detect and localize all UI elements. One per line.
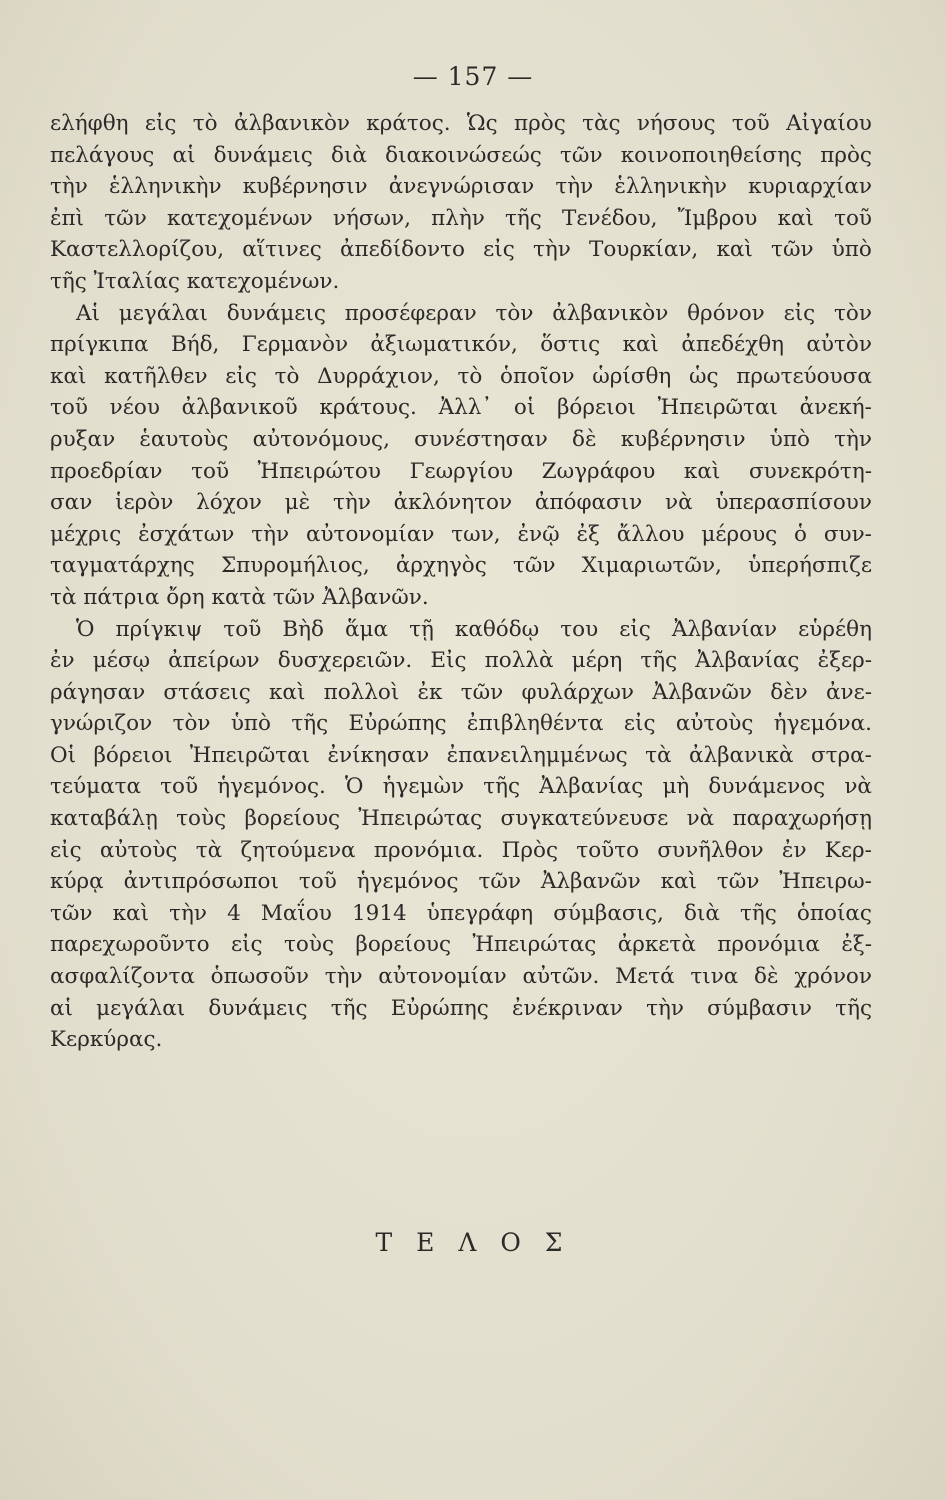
text-line: Ὁ πρίγκιψ τοῦ Βὴδ ἅμα τῇ καθόδῳ του εἰς Ἀλβανίαν εὑρέθη	[76, 616, 872, 642]
text-line: πρίγκιπα Βήδ, Γερμανὸν ἀξιωματικόν, ὅστις καὶ ἀπεδέχθη αὐτὸν	[50, 332, 872, 358]
text-line: ταγματάρχης Σπυρομήλιος, ἀρχηγὸς τῶν Χιμαριωτῶν, ὑπερήσπιζε	[50, 553, 872, 579]
text-line: τοῦ νέου ἀλβανικοῦ κράτους. Ἀλλ᾽ οἱ βόρειοι Ἠπειρῶται ἀνεκή-	[50, 395, 872, 421]
text-line: τὴν ἑλληνικὴν κυβέρνησιν ἀνεγνώρισαν τὴν ἑλληνικὴν κυριαρχίαν	[50, 174, 872, 200]
text-line: ελήφθη εἰς τὸ ἀλβανικὸν κράτος. Ὡς πρὸς τὰς νήσους τοῦ Αἰγαίου	[50, 111, 872, 136]
text-line: Καστελλορίζου, αἵτινες ἀπεδίδοντο εἰς τὴν Τουρκίαν, καὶ τῶν ὑπὸ	[50, 237, 872, 263]
text-line: Αἱ μεγάλαι δυνάμεις προσέφεραν τὸν ἀλβανικὸν θρόνον εἰς τὸν	[76, 300, 872, 326]
text-line: ἐν μέσῳ ἀπείρων δυσχερειῶν. Εἰς πολλὰ μέρη τῆς Ἀλβανίας ἐξερ-	[50, 648, 872, 674]
text-line: καὶ κατῆλθεν εἰς τὸ Δυρράχιον, τὸ ὁποῖον ὡρίσθη ὡς πρωτεύουσα	[50, 363, 872, 389]
body-text	[50, 108, 872, 1056]
text-line: γνώριζον τὸν ὑπὸ τῆς Εὐρώπης ἐπιβληθέντα εἰς αὐτοὺς ἡγεμόνα.	[50, 711, 872, 737]
ending-word: Τ Ε Λ Ο Σ	[375, 1228, 571, 1257]
text-line: ράγησαν στάσεις καὶ πολλοὶ ἐκ τῶν φυλάρχων Ἀλβανῶν δὲν ἀνε-	[50, 679, 872, 705]
text-line: ρυξαν ἑαυτοὺς αὐτονόμους, συνέστησαν δὲ κυβέρνησιν ὑπὸ τὴν	[50, 426, 872, 452]
text-line: καταβάλῃ τοὺς βορείους Ἠπειρώτας συγκατεύνευσε νὰ παραχωρήσῃ	[50, 806, 872, 832]
page-number: — 157 —	[412, 62, 534, 91]
text-line: πελάγους αἱ δυνάμεις διὰ διακοινώσεώς τῶν κοινοποιηθείσης πρὸς	[50, 142, 872, 168]
text-line: κύρᾳ ἀντιπρόσωποι τοῦ ἡγεμόνος τῶν Ἀλβανῶν καὶ τῶν Ἠπειρω-	[50, 869, 872, 895]
text-line: προεδρίαν τοῦ Ἠπειρώτου Γεωργίου Ζωγράφου καὶ συνεκρότη-	[50, 458, 872, 484]
text-line: παρεχωροῦντο εἰς τοὺς βορείους Ἠπειρώτας ἀρκετὰ προνόμια ἐξ-	[50, 932, 872, 958]
text-line: ἐπὶ τῶν κατεχομένων νήσων, πλὴν τῆς Τενέδου, Ἴμβρου καὶ τοῦ	[50, 205, 872, 231]
text-line: Κερκύρας.	[50, 1027, 163, 1053]
text-line: σαν ἱερὸν λόχον μὲ τὴν ἀκλόνητον ἀπόφασιν νὰ ὑπερασπίσουν	[50, 490, 872, 516]
text-line: μέχρις ἐσχάτων τὴν αὐτονομίαν των, ἐνῷ ἐξ ἄλλου μέρους ὁ συν-	[50, 521, 872, 547]
text-line: ασφαλίζοντα ὁπωσοῦν τὴν αὐτονομίαν αὐτῶν. Μετά τινα δὲ χρόνον	[50, 964, 872, 990]
text-line: τῆς Ἰταλίας κατεχομένων.	[50, 268, 340, 294]
text-line: Οἱ βόρειοι Ἠπειρῶται ἐνίκησαν ἐπανειλημμένως τὰ ἀλβανικὰ στρα-	[50, 742, 872, 768]
text-line: τεύματα τοῦ ἡγεμόνος. Ὁ ἡγεμὼν τῆς Ἀλβανίας μὴ δυνάμενος νὰ	[50, 774, 872, 800]
text-line: τῶν καὶ τὴν 4 Μαΐου 1914 ὑπεγράφη σύμβασις, διὰ τῆς ὁποίας	[50, 900, 872, 926]
text-line: τὰ πάτρια ὄρη κατὰ τῶν Ἀλβανῶν.	[50, 584, 429, 610]
text-line: αἱ μεγάλαι δυνάμεις τῆς Εὐρώπης ἐνέκριναν τὴν σύμβασιν τῆς	[50, 995, 872, 1021]
text-line: εἰς αὐτοὺς τὰ ζητούμενα προνόμια. Πρὸς τοῦτο συνῆλθον ἐν Κερ-	[50, 837, 872, 863]
